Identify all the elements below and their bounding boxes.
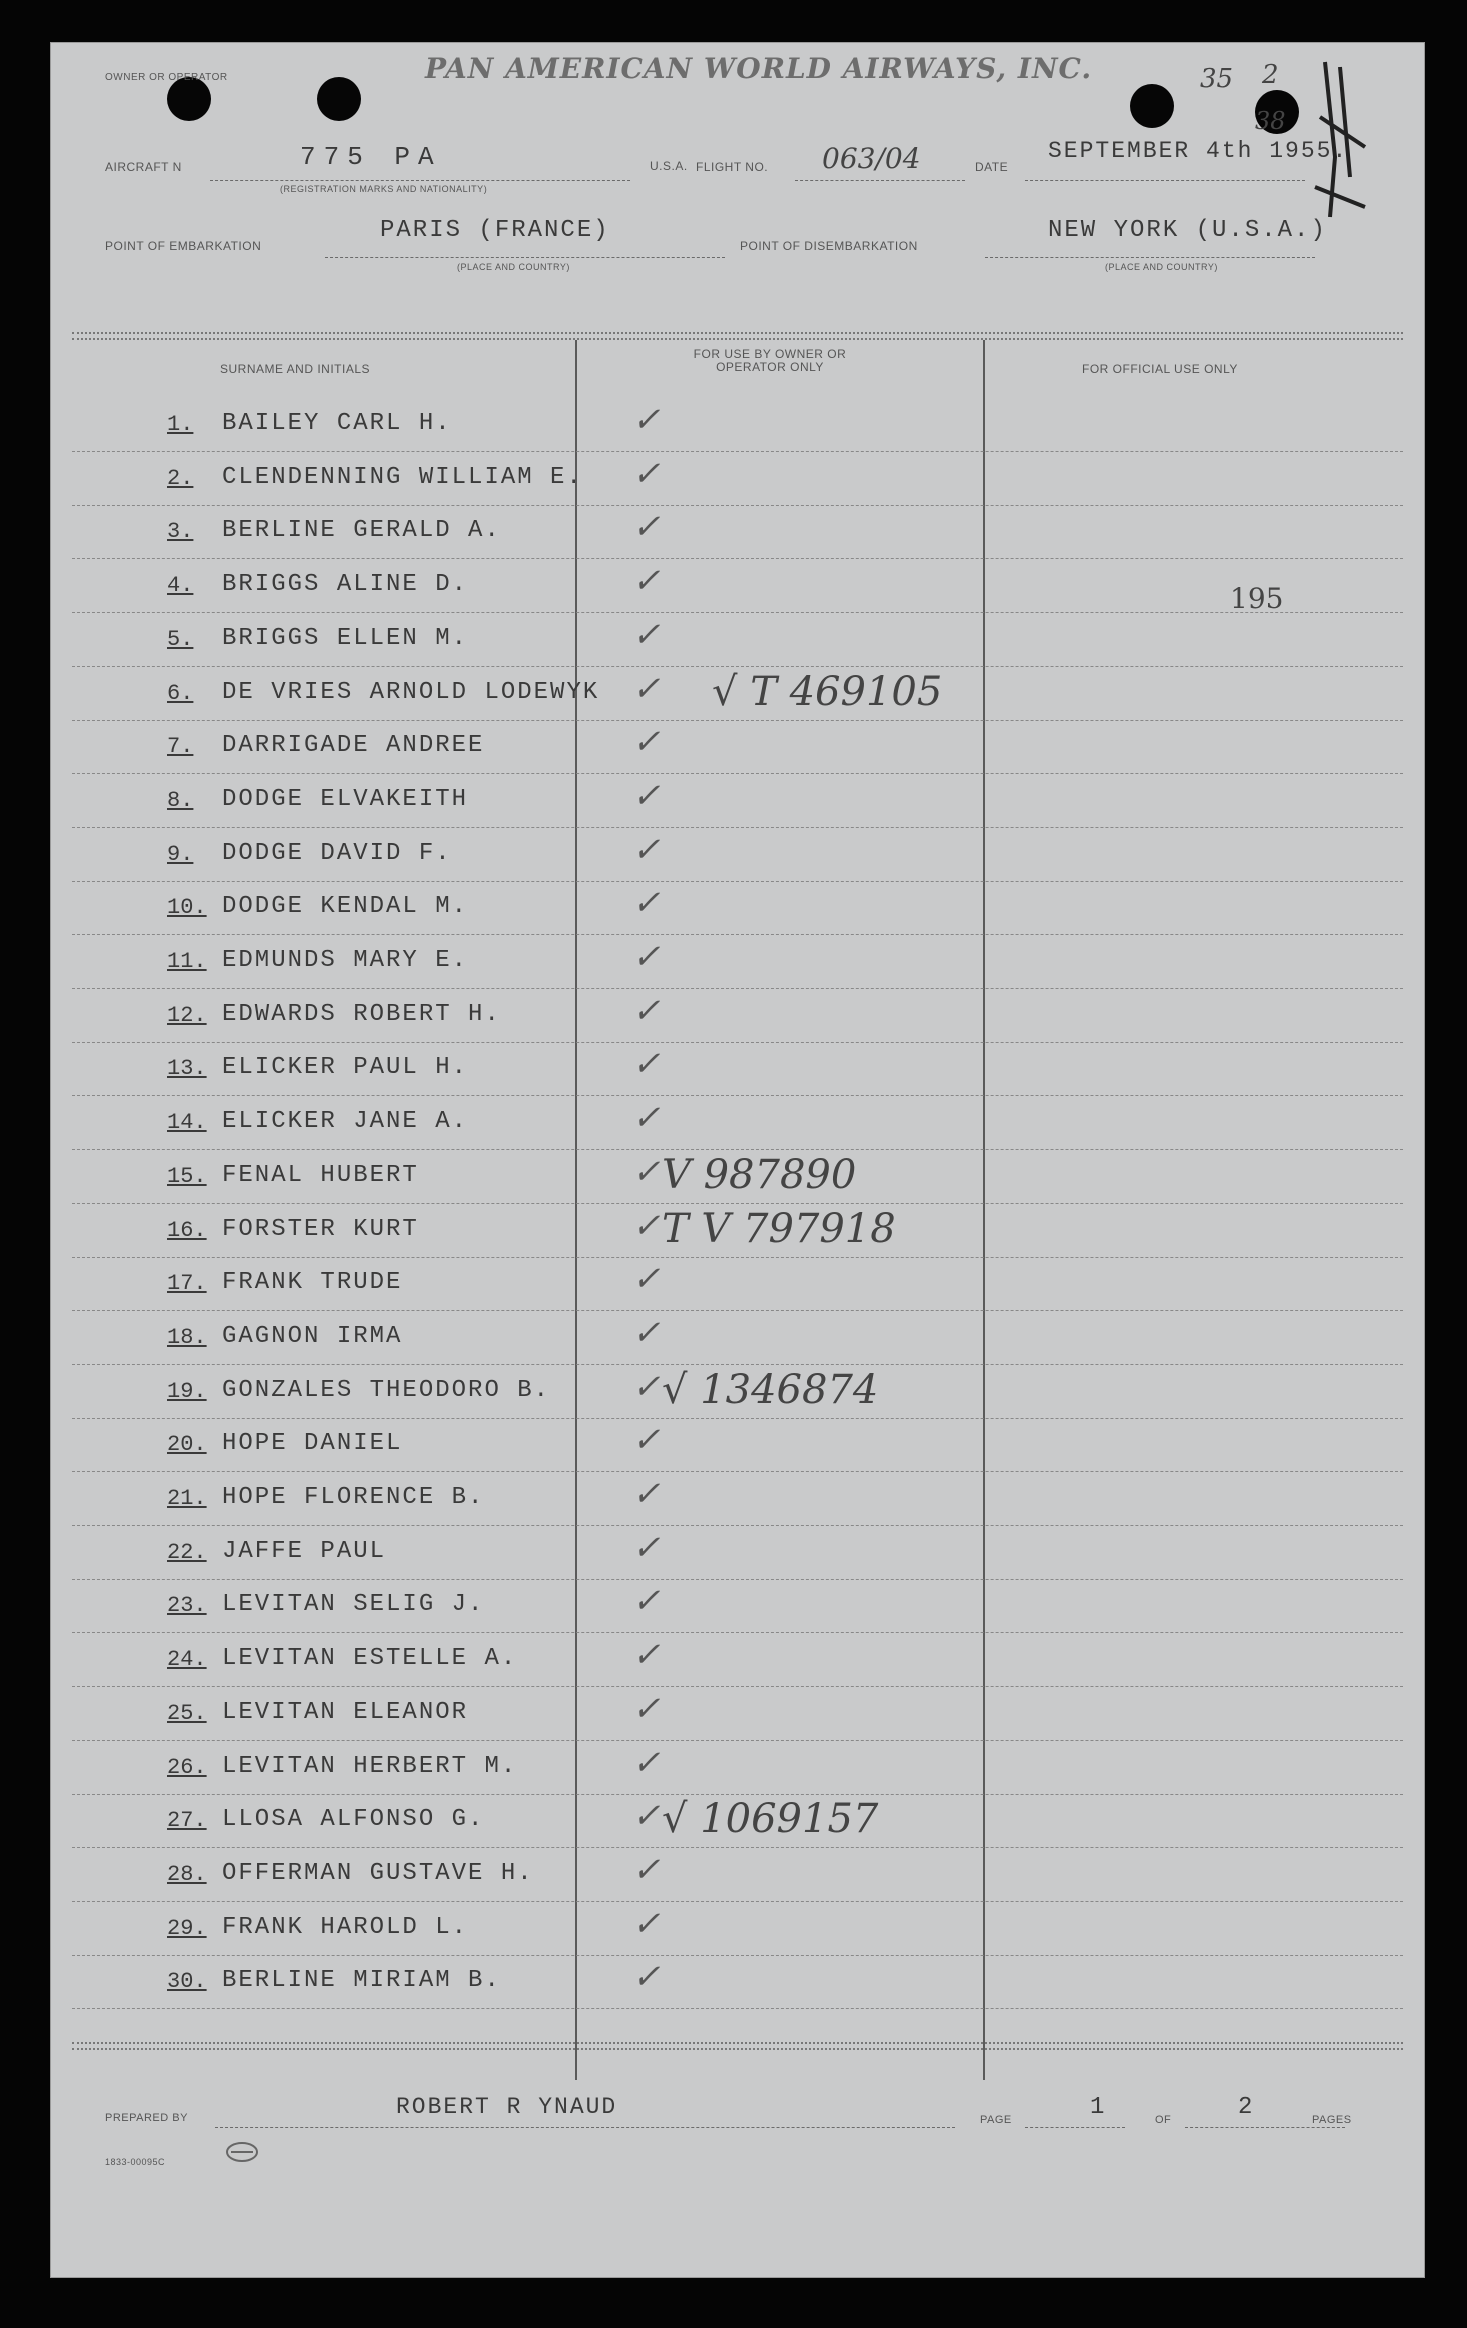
- passenger-row: [72, 1418, 1403, 1472]
- passenger-row: [72, 720, 1403, 774]
- column-header-surname: SURNAME AND INITIALS: [220, 362, 371, 376]
- flight-value: 063/04: [822, 142, 921, 175]
- check-mark: ✓: [632, 1313, 661, 1353]
- official-note: 195: [1230, 582, 1284, 615]
- passenger-number: 2.: [167, 466, 194, 491]
- passenger-row: [72, 1311, 1403, 1365]
- passenger-name: BERLINE MIRIAM B.: [222, 1967, 501, 1994]
- form-code: 1833-00095C: [105, 2157, 166, 2167]
- pages-label: PAGES: [1312, 2114, 1352, 2126]
- check-mark: ✓: [632, 1528, 661, 1568]
- flight-label: FLIGHT NO.: [696, 160, 769, 174]
- passenger-number: 12.: [167, 1003, 207, 1028]
- passenger-row: [72, 667, 1403, 721]
- passenger-number: 1.: [167, 412, 194, 437]
- aircraft-sublabel: (REGISTRATION MARKS AND NATIONALITY): [280, 184, 488, 194]
- passenger-number: 13.: [167, 1056, 207, 1081]
- passenger-number: 10.: [167, 895, 207, 920]
- ticket-note: T V 797918: [662, 1206, 896, 1252]
- passenger-name: GAGNON IRMA: [222, 1323, 403, 1350]
- passenger-row: [72, 1096, 1403, 1150]
- ticket-note: √ T 469105: [712, 669, 943, 715]
- check-mark: ✓: [632, 1850, 661, 1890]
- passenger-row: [72, 989, 1403, 1043]
- disembark-sublabel: (PLACE AND COUNTRY): [1105, 262, 1218, 272]
- passenger-name: DARRIGADE ANDREE: [222, 732, 485, 759]
- check-mark: ✓: [632, 669, 661, 709]
- of-label: OF: [1155, 2114, 1172, 2126]
- passenger-row: [72, 881, 1403, 935]
- passenger-number: 27.: [167, 1808, 207, 1833]
- check-mark: ✓: [632, 1098, 661, 1138]
- page-value: 1: [1090, 2094, 1107, 2121]
- check-mark: ✓: [632, 1957, 661, 1997]
- ticket-note: V 987890: [662, 1152, 857, 1198]
- check-mark: ✓: [632, 1152, 661, 1192]
- passenger-number: 22.: [167, 1540, 207, 1565]
- passenger-row: [72, 1848, 1403, 1902]
- passenger-number: 23.: [167, 1593, 207, 1618]
- disembark-value: NEW YORK (U.S.A.): [1048, 217, 1327, 244]
- punch-hole: [1130, 84, 1174, 128]
- check-mark: ✓: [632, 1474, 661, 1514]
- check-mark: ✓: [632, 1689, 661, 1729]
- passenger-row: [72, 1150, 1403, 1204]
- embark-value: PARIS (FRANCE): [380, 217, 610, 244]
- passenger-name: LEVITAN SELIG J.: [222, 1591, 485, 1618]
- passenger-row: [72, 1741, 1403, 1795]
- embark-label: POINT OF EMBARKATION: [105, 239, 262, 253]
- passenger-name: DODGE KENDAL M.: [222, 893, 469, 920]
- check-mark: ✓: [632, 1259, 661, 1299]
- passenger-number: 5.: [167, 627, 194, 652]
- passenger-number: 7.: [167, 734, 194, 759]
- check-mark: ✓: [632, 1581, 661, 1621]
- corner-note: 2: [1262, 60, 1279, 90]
- passenger-number: 30.: [167, 1969, 207, 1994]
- check-mark: ✓: [632, 615, 661, 655]
- passenger-number: 11.: [167, 949, 207, 974]
- check-mark: ✓: [632, 1796, 661, 1836]
- check-mark: ✓: [632, 1206, 661, 1246]
- passenger-row: [72, 1579, 1403, 1633]
- passenger-number: 16.: [167, 1218, 207, 1243]
- passenger-name: CLENDENNING WILLIAM E.: [222, 464, 583, 491]
- passenger-name: LLOSA ALFONSO G.: [222, 1806, 485, 1833]
- column-header-official-use: FOR OFFICIAL USE ONLY: [1082, 362, 1238, 376]
- passenger-name: HOPE FLORENCE B.: [222, 1484, 485, 1511]
- passenger-number: 4.: [167, 573, 194, 598]
- ticket-note: √ 1346874: [662, 1367, 879, 1413]
- passenger-number: 21.: [167, 1486, 207, 1511]
- column-header-owner-use: FOR USE BY OWNER OR OPERATOR ONLY: [693, 347, 847, 374]
- corner-note: 38: [1255, 107, 1286, 135]
- punch-hole: [167, 77, 211, 121]
- passenger-name: FENAL HUBERT: [222, 1162, 419, 1189]
- passenger-row: [72, 828, 1403, 882]
- passenger-number: 3.: [167, 519, 194, 544]
- passenger-name: LEVITAN HERBERT M.: [222, 1753, 518, 1780]
- page-label: PAGE: [980, 2114, 1012, 2126]
- aircraft-value: 775 PA: [300, 142, 442, 172]
- passenger-row: [72, 1794, 1403, 1848]
- airline-name: PAN AMERICAN WORLD AIRWAYS, INC.: [425, 52, 1093, 85]
- prepared-value: ROBERT R YNAUD: [396, 2094, 618, 2120]
- passenger-row: [72, 1687, 1403, 1741]
- check-mark: ✓: [632, 1367, 661, 1407]
- passenger-number: 26.: [167, 1755, 207, 1780]
- check-mark: ✓: [632, 830, 661, 870]
- union-label-stamp: [225, 2140, 259, 2164]
- passenger-number: 15.: [167, 1164, 207, 1189]
- aircraft-label: AIRCRAFT N: [105, 160, 182, 174]
- manifest-sheet: [50, 42, 1425, 2278]
- passenger-number: 29.: [167, 1916, 207, 1941]
- check-mark: ✓: [632, 454, 661, 494]
- punch-hole: [317, 77, 361, 121]
- passenger-row: [72, 398, 1403, 452]
- check-mark: ✓: [632, 400, 661, 440]
- passenger-name: DE VRIES ARNOLD LODEWYK: [222, 679, 600, 706]
- passenger-row: [72, 1472, 1403, 1526]
- passenger-name: FORSTER KURT: [222, 1216, 419, 1243]
- passenger-row: [72, 1902, 1403, 1956]
- check-mark: ✓: [632, 776, 661, 816]
- passenger-number: 8.: [167, 788, 194, 813]
- passenger-name: GONZALES THEODORO B.: [222, 1377, 551, 1404]
- passenger-row: [72, 559, 1403, 613]
- passenger-name: LEVITAN ELEANOR: [222, 1699, 469, 1726]
- disembark-label: POINT OF DISEMBARKATION: [740, 239, 918, 253]
- passenger-name: ELICKER JANE A.: [222, 1108, 469, 1135]
- passenger-number: 28.: [167, 1862, 207, 1887]
- check-mark: ✓: [632, 561, 661, 601]
- passenger-row: [72, 1042, 1403, 1096]
- passenger-name: DODGE DAVID F.: [222, 840, 452, 867]
- date-value: SEPTEMBER 4th 1955.: [1048, 138, 1349, 164]
- passenger-row: [72, 1365, 1403, 1419]
- check-mark: ✓: [632, 937, 661, 977]
- passenger-row: [72, 613, 1403, 667]
- passenger-name: BRIGGS ALINE D.: [222, 571, 469, 598]
- passenger-number: 14.: [167, 1110, 207, 1135]
- passenger-row: [72, 452, 1403, 506]
- check-mark: ✓: [632, 883, 661, 923]
- check-mark: ✓: [632, 1904, 661, 1944]
- passenger-name: LEVITAN ESTELLE A.: [222, 1645, 518, 1672]
- passenger-number: 19.: [167, 1379, 207, 1404]
- passenger-number: 20.: [167, 1432, 207, 1457]
- check-mark: ✓: [632, 507, 661, 547]
- passenger-name: BERLINE GERALD A.: [222, 517, 501, 544]
- passenger-name: FRANK TRUDE: [222, 1269, 403, 1296]
- passenger-row: [72, 1526, 1403, 1580]
- check-mark: ✓: [632, 1044, 661, 1084]
- passenger-name: EDMUNDS MARY E.: [222, 947, 469, 974]
- passenger-row: [72, 505, 1403, 559]
- ticket-note: √ 1069157: [662, 1796, 879, 1842]
- check-mark: ✓: [632, 1743, 661, 1783]
- passenger-row: [72, 1955, 1403, 2009]
- passenger-name: EDWARDS ROBERT H.: [222, 1001, 501, 1028]
- passenger-number: 25.: [167, 1701, 207, 1726]
- passenger-number: 17.: [167, 1271, 207, 1296]
- check-mark: ✓: [632, 991, 661, 1031]
- passenger-row: [72, 1204, 1403, 1258]
- passenger-name: HOPE DANIEL: [222, 1430, 403, 1457]
- embark-sublabel: (PLACE AND COUNTRY): [457, 262, 570, 272]
- passenger-name: DODGE ELVAKEITH: [222, 786, 469, 813]
- check-mark: ✓: [632, 1635, 661, 1675]
- passenger-number: 6.: [167, 681, 194, 706]
- passenger-number: 24.: [167, 1647, 207, 1672]
- passenger-name: FRANK HAROLD L.: [222, 1914, 469, 1941]
- passenger-row: [72, 1257, 1403, 1311]
- passenger-name: JAFFE PAUL: [222, 1538, 387, 1565]
- check-mark: ✓: [632, 1420, 661, 1460]
- passenger-row: [72, 1633, 1403, 1687]
- passenger-name: BRIGGS ELLEN M.: [222, 625, 469, 652]
- date-label: DATE: [975, 160, 1009, 174]
- passenger-name: BAILEY CARL H.: [222, 410, 452, 437]
- passenger-number: 18.: [167, 1325, 207, 1350]
- prepared-label: PREPARED BY: [105, 2112, 188, 2124]
- passenger-name: ELICKER PAUL H.: [222, 1054, 469, 1081]
- usa-label: U.S.A.: [650, 159, 688, 173]
- passenger-row: [72, 935, 1403, 989]
- passenger-name: OFFERMAN GUSTAVE H.: [222, 1860, 534, 1887]
- passenger-number: 9.: [167, 842, 194, 867]
- corner-note: 35: [1200, 64, 1234, 94]
- check-mark: ✓: [632, 722, 661, 762]
- passenger-row: [72, 774, 1403, 828]
- owner-label: OWNER OR OPERATOR: [105, 72, 228, 83]
- of-value: 2: [1238, 2094, 1255, 2121]
